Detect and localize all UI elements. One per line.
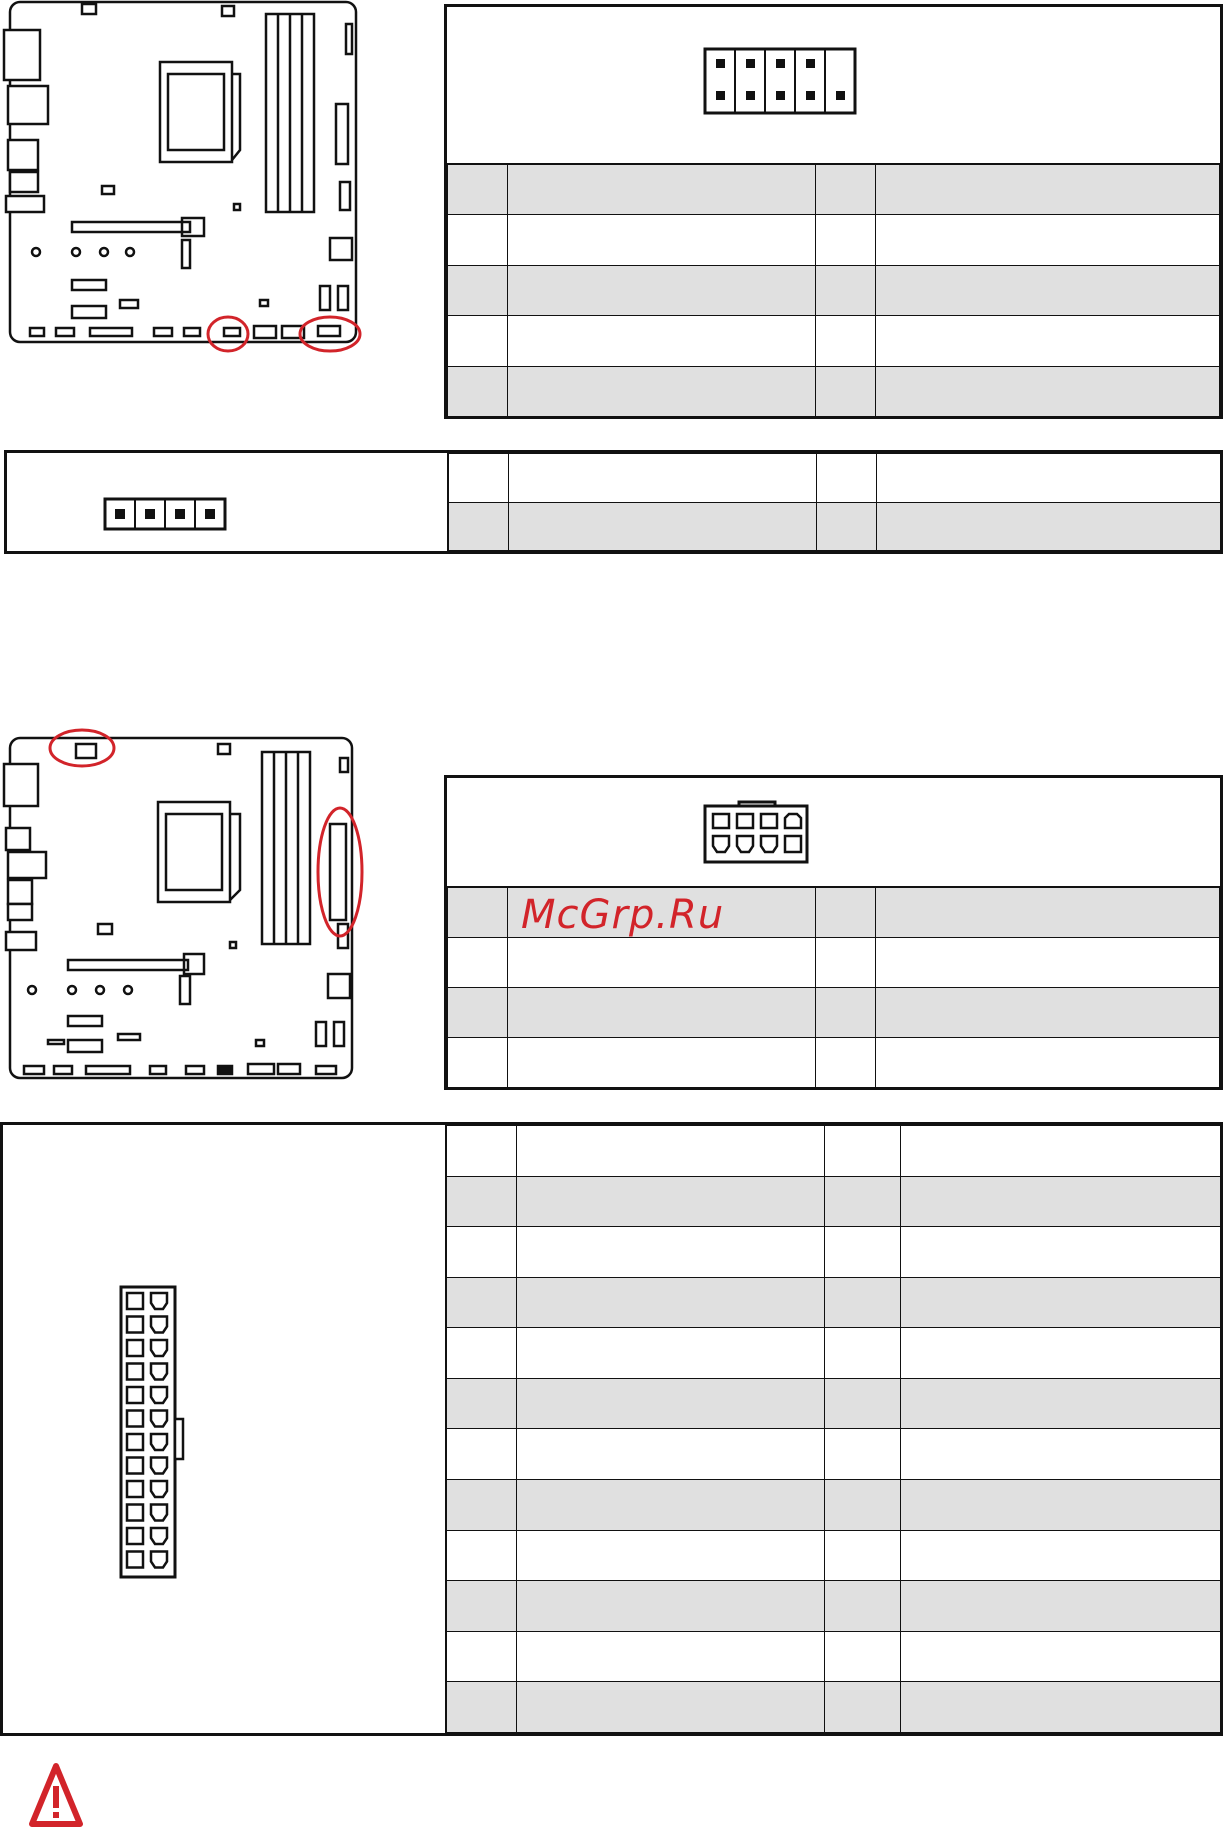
table-row <box>448 366 1220 416</box>
pin-table-cpu-power <box>444 775 1223 1090</box>
table-row <box>448 165 1220 215</box>
table-row <box>447 1176 1221 1227</box>
table-row <box>448 938 1220 988</box>
table-row <box>447 1429 1221 1480</box>
table-row <box>449 454 1221 503</box>
table-row <box>447 1378 1221 1429</box>
table-row <box>448 316 1220 366</box>
table-row <box>448 988 1220 1038</box>
pin-table-atx-power <box>0 1122 1223 1736</box>
pin-table <box>447 453 1221 551</box>
pin-header-2x5-icon <box>703 47 859 117</box>
atx-8pin-connector-icon <box>703 800 811 866</box>
table-row <box>449 502 1221 551</box>
motherboard-layout-icon-top <box>0 0 370 355</box>
table-row <box>447 1480 1221 1531</box>
pin-table-front-panel <box>444 4 1223 419</box>
pin-table <box>447 164 1220 417</box>
pin-table-fan <box>4 450 1223 554</box>
table-row <box>447 1126 1221 1177</box>
table-row <box>447 1581 1221 1632</box>
pin-table <box>445 1125 1221 1733</box>
connector-illustration <box>447 778 1220 887</box>
table-row <box>448 215 1220 265</box>
table-row <box>447 1631 1221 1682</box>
table-row <box>448 265 1220 315</box>
table-row <box>447 1530 1221 1581</box>
motherboard-layout-icon-bottom <box>0 728 370 1084</box>
atx-24pin-connector-icon <box>119 1285 189 1581</box>
connector-illustration <box>447 7 1220 164</box>
watermark: McGrp.Ru <box>521 892 725 938</box>
table-row <box>447 1682 1221 1733</box>
table-row <box>447 1227 1221 1278</box>
warning-triangle-icon <box>28 1760 84 1830</box>
table-row <box>448 1038 1220 1088</box>
table-row <box>447 1328 1221 1379</box>
pin-header-1x4-icon <box>103 497 231 533</box>
table-row <box>447 1277 1221 1328</box>
